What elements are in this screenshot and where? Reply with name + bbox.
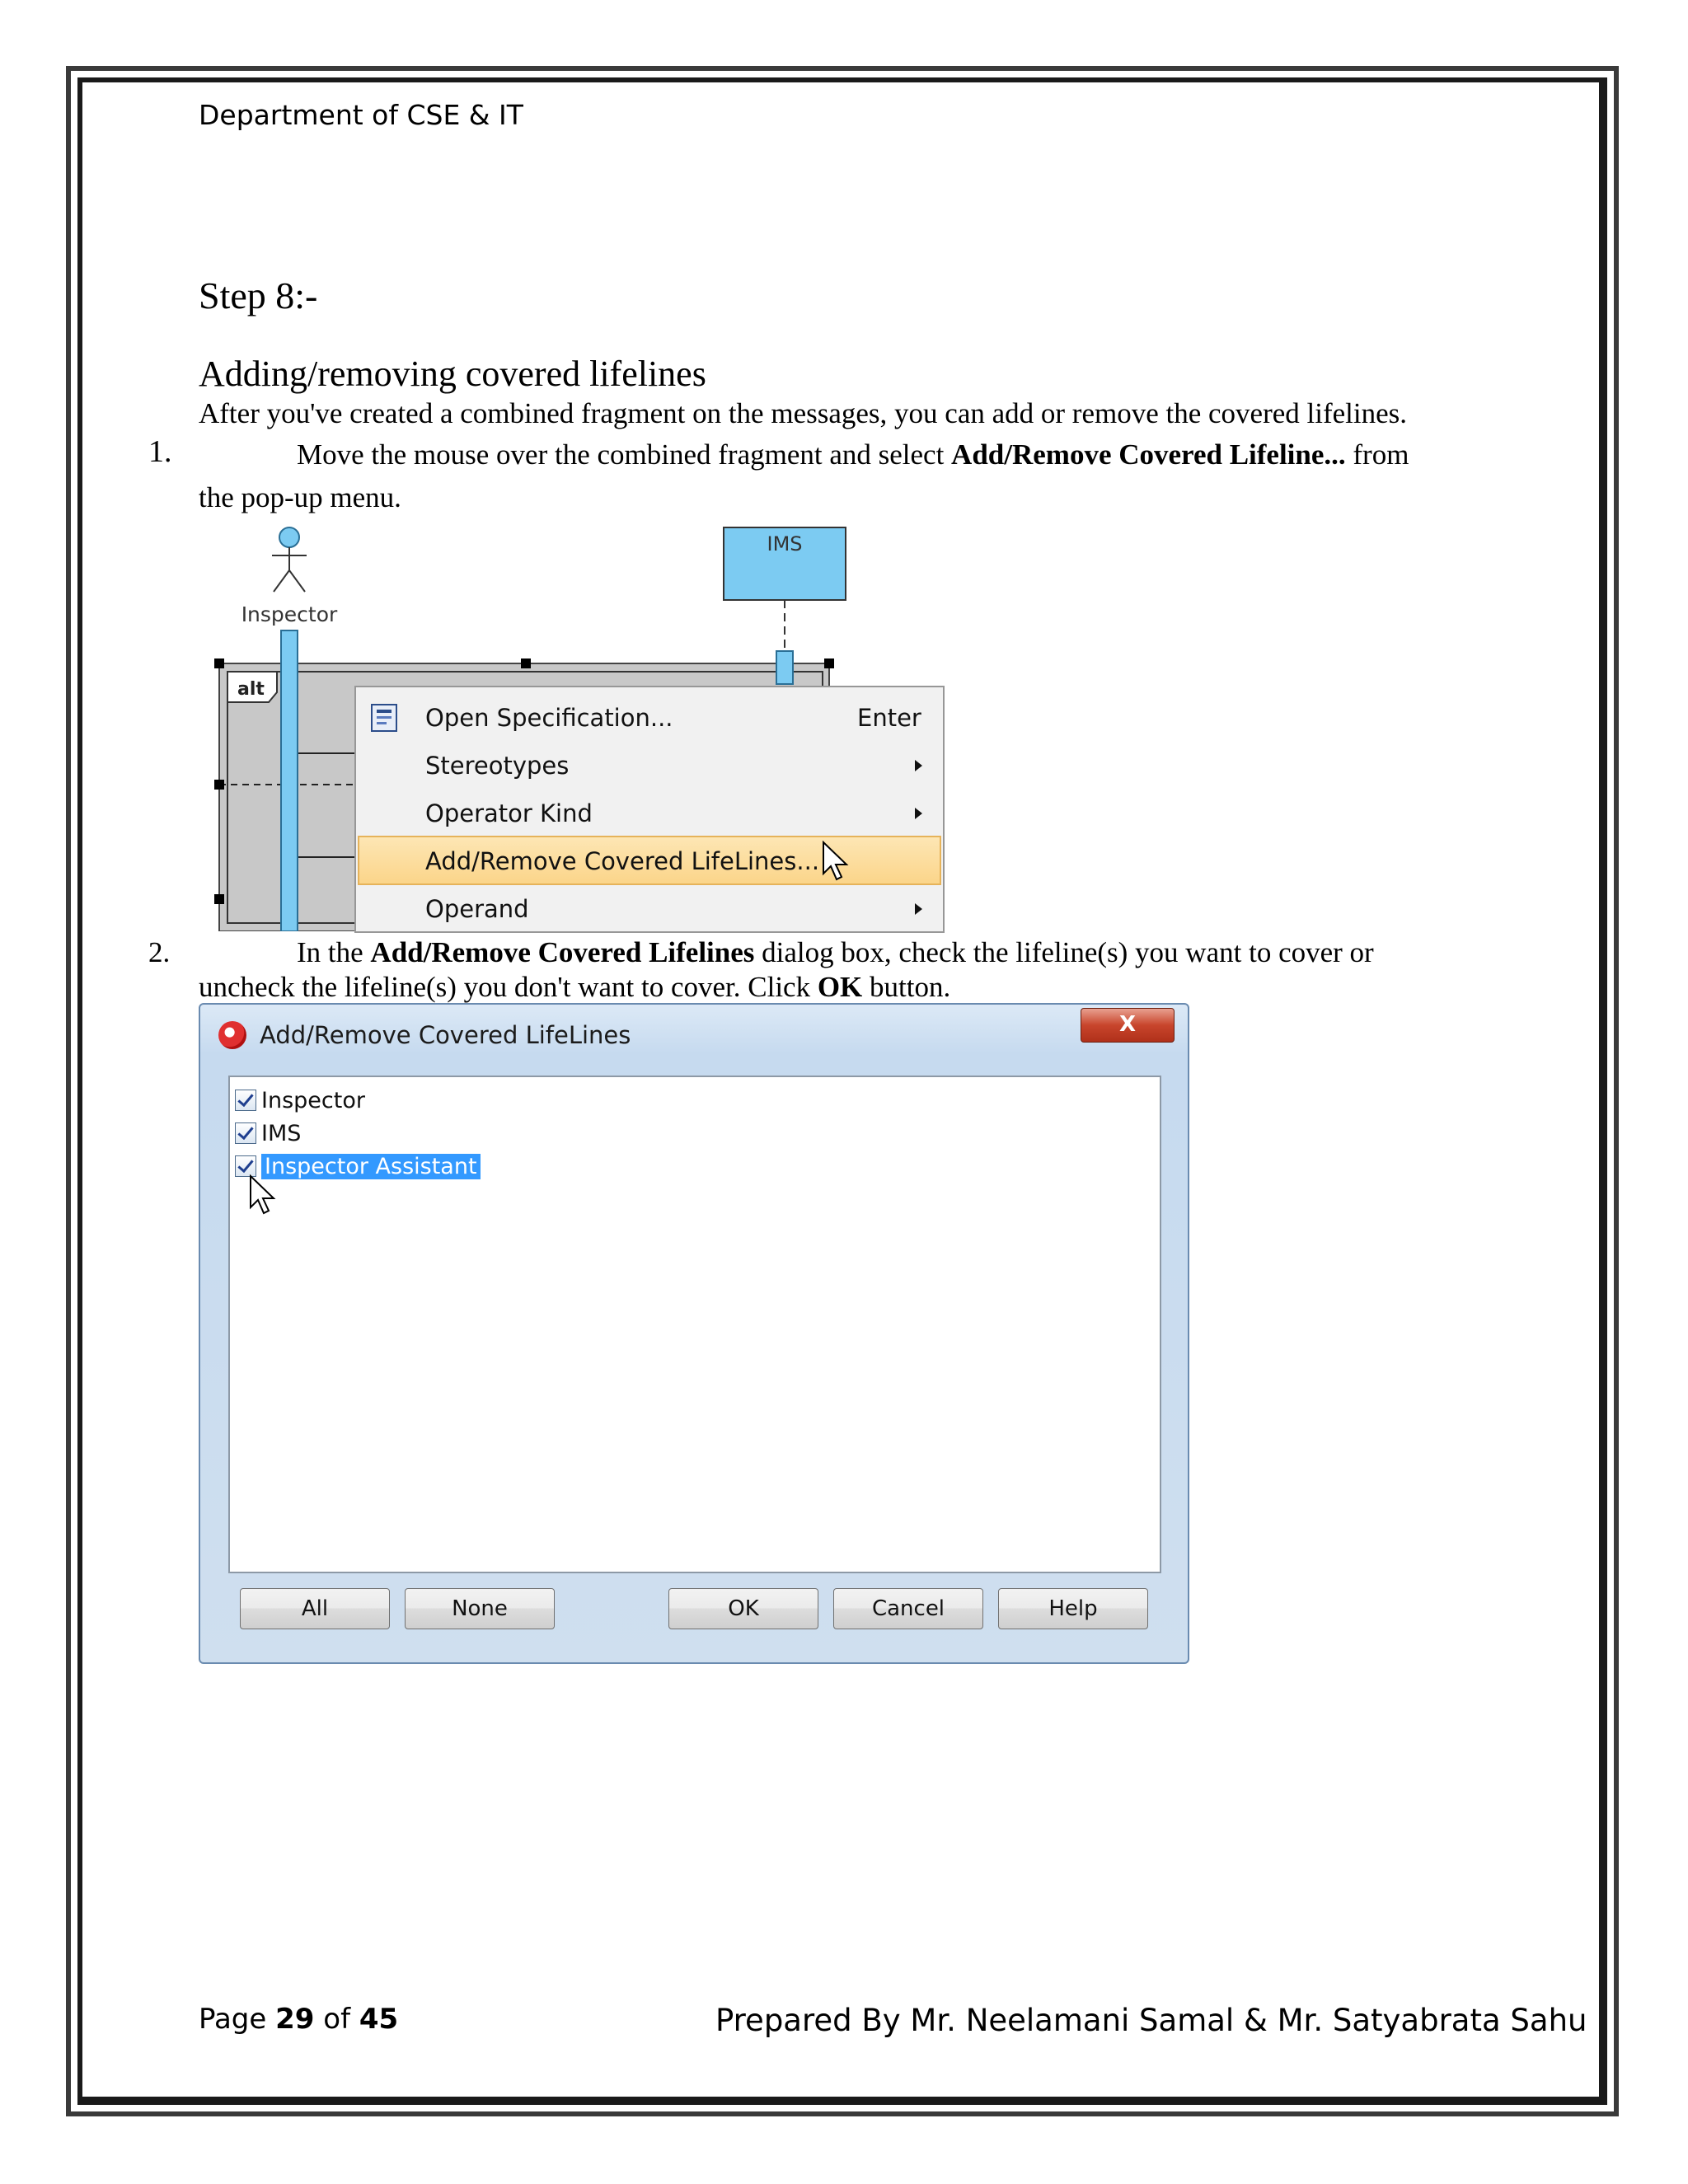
- item-2-line2-b: button.: [862, 971, 951, 1003]
- item-1-bold: Add/Remove Covered Lifeline...: [951, 438, 1346, 471]
- menu-label-operand: Operand: [425, 895, 529, 923]
- item-1-text-after: from: [1345, 438, 1409, 471]
- none-button[interactable]: None: [405, 1588, 555, 1629]
- prepared-by: Prepared By Mr. Neelamani Samal & Mr. Satyabrata Sahu: [715, 2003, 1587, 2038]
- item-2-text-a: In the: [297, 936, 371, 968]
- menu-label-operator-kind: Operator Kind: [425, 799, 593, 827]
- item-1-line2: the pop-up menu.: [199, 481, 401, 513]
- item-2-text-b: dialog box, check the lifeline(s) you want to cover or: [754, 936, 1374, 968]
- all-button[interactable]: All: [240, 1588, 390, 1629]
- lifeline-row-ims[interactable]: [235, 1118, 301, 1148]
- app-logo-icon: [218, 1021, 246, 1049]
- mouse-cursor-icon: [821, 841, 851, 882]
- page-current: 29: [275, 2003, 315, 2036]
- item-2-line2: [199, 972, 950, 1001]
- item-1-number: 1.: [148, 434, 172, 469]
- ims-label: IMS: [767, 532, 803, 555]
- inspector-activation: [281, 630, 298, 931]
- item-2-line2-a: uncheck the lifeline(s) you don't want to cover. Click: [199, 971, 818, 1003]
- actor-icon: [272, 527, 307, 592]
- lifeline-label-inspector-assistant: Inspector Assistant: [261, 1154, 481, 1179]
- section-title: Adding/removing covered lifelines: [199, 354, 706, 394]
- page-total: 45: [359, 2003, 399, 2036]
- page-header: Department of CSE & IT: [199, 99, 523, 131]
- menu-item-add-remove-covered-lifelines[interactable]: [358, 836, 941, 885]
- close-button[interactable]: X: [1081, 1008, 1175, 1043]
- actor-label: Inspector: [241, 602, 338, 626]
- cancel-button[interactable]: Cancel: [833, 1588, 983, 1629]
- specification-icon: [369, 702, 401, 733]
- step-title: Step 8:-: [199, 274, 318, 316]
- menu-item-operator-kind[interactable]: [358, 790, 941, 836]
- item-2-bold-b: OK: [817, 971, 863, 1003]
- dialog-title: Add/Remove Covered LifeLines: [260, 1021, 631, 1049]
- page-prefix: Page: [199, 2003, 276, 2036]
- item-1-line1: [297, 440, 1487, 469]
- page-number: [199, 2003, 398, 2036]
- lifeline-row-inspector[interactable]: [235, 1085, 365, 1115]
- item-2-line1: [297, 938, 1487, 967]
- menu-shortcut-enter: Enter: [857, 704, 921, 732]
- checkbox-inspector[interactable]: [235, 1090, 256, 1111]
- fragment-label: alt: [237, 679, 265, 700]
- menu-item-open-specification[interactable]: [358, 694, 941, 740]
- mouse-cursor-icon: [248, 1174, 278, 1216]
- checkbox-ims[interactable]: [235, 1122, 256, 1144]
- submenu-arrow-icon: [915, 760, 922, 771]
- lifeline-label-inspector: Inspector: [261, 1087, 365, 1113]
- item-1-text: Move the mouse over the combined fragment and select: [297, 438, 952, 471]
- submenu-arrow-icon: [915, 808, 922, 819]
- ok-button[interactable]: OK: [668, 1588, 818, 1629]
- intro-paragraph: After you've created a combined fragment on the messages, you can add or remove the covered lifelines.: [199, 397, 1408, 429]
- help-button[interactable]: Help: [998, 1588, 1148, 1629]
- menu-item-operand[interactable]: [358, 885, 941, 931]
- submenu-arrow-icon: [915, 903, 922, 915]
- ims-activation: [776, 651, 793, 684]
- item-2-number: 2.: [148, 936, 171, 968]
- menu-item-stereotypes[interactable]: [358, 742, 941, 788]
- page-mid: of: [314, 2003, 359, 2036]
- item-2-bold-a: Add/Remove Covered Lifelines: [370, 936, 755, 968]
- lifeline-list: [228, 1076, 1161, 1573]
- add-remove-covered-lifelines-dialog: [199, 1003, 1189, 1664]
- menu-label-add-remove-covered-lifelines: Add/Remove Covered LifeLines...: [425, 847, 820, 875]
- menu-label-open-specification: Open Specification...: [425, 704, 673, 732]
- lifeline-label-ims: IMS: [261, 1120, 302, 1146]
- context-menu: [354, 686, 945, 933]
- menu-label-stereotypes: Stereotypes: [425, 752, 570, 780]
